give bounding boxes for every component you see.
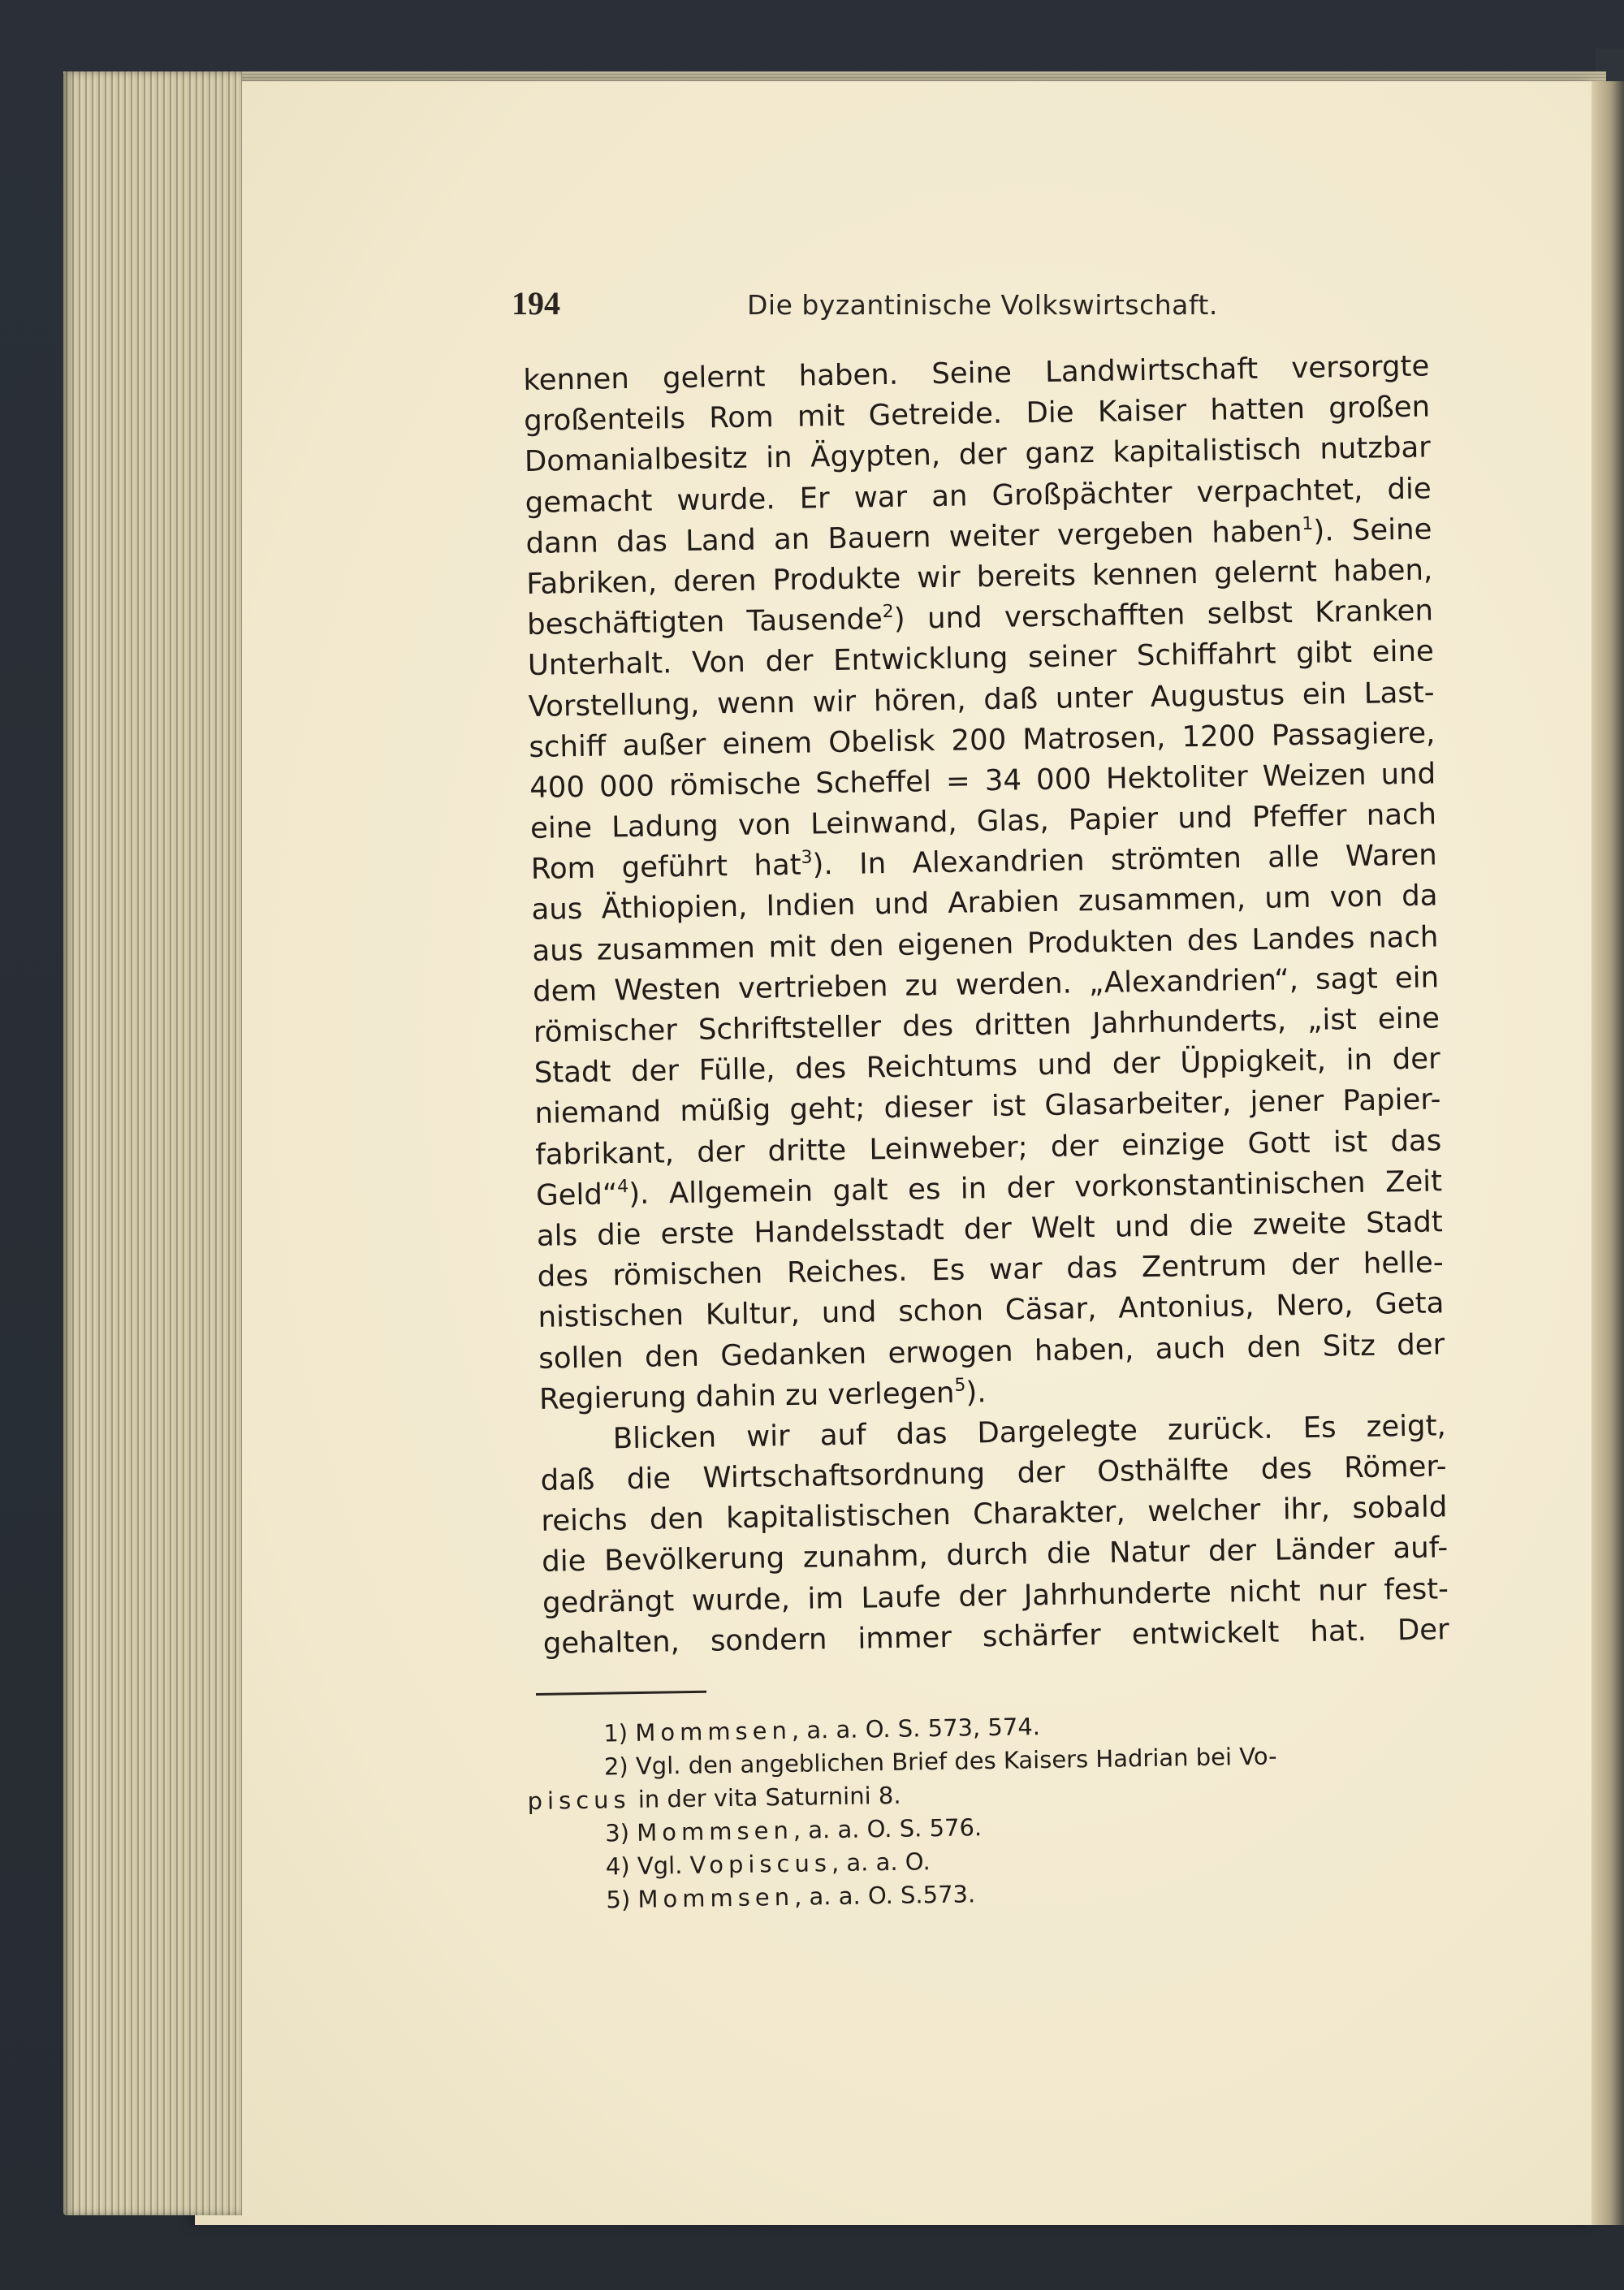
text-line: dann das Land an Bauern weiter vergeben haben$^1$). Seine	[525, 512, 1432, 560]
text-line: fabrikant, der dritte Leinweber; der einzige Gott ist das	[535, 1123, 1442, 1172]
text-line: großenteils Rom mit Getreide. Die Kaiser hatten großen	[523, 390, 1431, 439]
book-gutter	[1592, 81, 1624, 2225]
text-line: daß die Wirtschaftsordnung der Osthälfte des Römer-	[540, 1450, 1447, 1497]
text-line: 400 000 römische Scheffel = 34 000 Hektoliter Weizen und	[529, 757, 1436, 805]
text-line: Stadt der Fülle, des Reichtums und der Üppigkeit, in der	[533, 1042, 1440, 1091]
text-line: kennen gelernt haben. Seine Landwirtschaft versorgte	[523, 349, 1430, 397]
text-line: aus Äthiopien, Indien und Arabien zusammen, um von da	[531, 879, 1438, 927]
text-line: dem Westen vertrieben zu werden. „Alexandrien“, sagt ein	[532, 961, 1440, 1009]
text-line: Geld“$^4$). Allgemein galt es in der vorkonstantinischen Zeit	[535, 1164, 1443, 1212]
footnote-ref: 4	[616, 1176, 629, 1198]
footnote-1: 1) Mommsen, a. a. O. S. 573, 574.	[603, 1713, 1041, 1748]
text-line: aus zusammen mit den eigenen Produkten des Landes nach	[532, 920, 1439, 968]
footnote-ref: 2	[882, 601, 894, 623]
text-line: des römischen Reiches. Es war das Zentrum der helle-	[537, 1246, 1444, 1294]
footnote-4: 4) Vgl. Vopiscus, a. a. O.	[605, 1847, 931, 1881]
footnote-ref: 3	[801, 847, 813, 868]
text-line: gehalten, sondern immer schärfer entwickelt hat. Der	[542, 1613, 1450, 1661]
text-line: die Bevölkerung zunahm, durch die Natur der Länder auf-	[541, 1531, 1449, 1579]
text-line: nistischen Kultur, und schon Cäsar, Antonius, Nero, Geta	[538, 1286, 1445, 1335]
footnote-2-continued: piscus in der vita Saturnini 8.	[527, 1781, 901, 1815]
text-line: als die erste Handelsstadt der Welt und die zweite Stadt	[536, 1205, 1444, 1253]
text-line: gemacht wurde. Er war an Großpächter verpachtet, die	[525, 472, 1432, 520]
text-line: Vorstellung, wenn wir hören, daß unter Augustus ein Last-	[528, 675, 1435, 724]
text-line: eine Ladung von Leinwand, Glas, Papier und Pfeffer nach	[529, 797, 1437, 845]
footnote-ref: 5	[954, 1375, 966, 1396]
text-line: Blicken wir auf das Dargelegte zurück. Es zeigt,	[612, 1409, 1447, 1456]
text-line: reichs den kapitalistischen Charakter, welcher ihr, sobald	[541, 1490, 1448, 1539]
text-line: Unterhalt. Von der Entwicklung seiner Schiffahrt gibt eine	[527, 634, 1435, 683]
text-line: Domanialbesitz in Ägypten, der ganz kapitalistisch nutzbar	[524, 430, 1432, 479]
footnote-ref: 1	[1302, 513, 1314, 534]
running-head: Die byzantinische Volkswirtschaft.	[747, 289, 1218, 321]
text-line: gedrängt wurde, im Laufe der Jahrhunderte nicht nur fest-	[542, 1571, 1449, 1620]
footnote-3: 3) Mommsen, a. a. O. S. 576.	[604, 1813, 983, 1847]
text-line: niemand müßig geht; dieser ist Glasarbeiter, jener Papier-	[534, 1082, 1441, 1131]
text-line: sollen den Gedanken erwogen haben, auch den Sitz der	[538, 1327, 1445, 1376]
footnotes	[526, 1705, 1431, 1918]
footnote-2: 2) Vgl. den angeblichen Brief des Kaisers Hadrian bei Vo-	[603, 1742, 1277, 1781]
page-number: 194	[512, 285, 560, 322]
text-line: beschäftigten Tausende$^2$) und verschafften selbst Kranken	[526, 594, 1434, 642]
text-line: römischer Schriftsteller des dritten Jahrhunderts, „ist eine	[533, 1001, 1440, 1049]
text-line: schiff außer einem Obelisk 200 Matrosen, 1200 Passagiere,	[529, 716, 1436, 764]
footnote-5: 5) Mommsen, a. a. O. S.573.	[606, 1880, 976, 1914]
text-line: Regierung dahin zu verlegen$^5$).	[538, 1375, 987, 1416]
body-text	[523, 346, 1449, 1664]
page-stack-edge	[63, 71, 242, 2215]
text-line: Fabriken, deren Produkte wir bereits kennen gelernt haben,	[526, 553, 1433, 601]
page-header	[512, 284, 1405, 333]
text-line: Rom geführt hat$^3$). In Alexandrien strömten alle Waren	[530, 838, 1438, 887]
